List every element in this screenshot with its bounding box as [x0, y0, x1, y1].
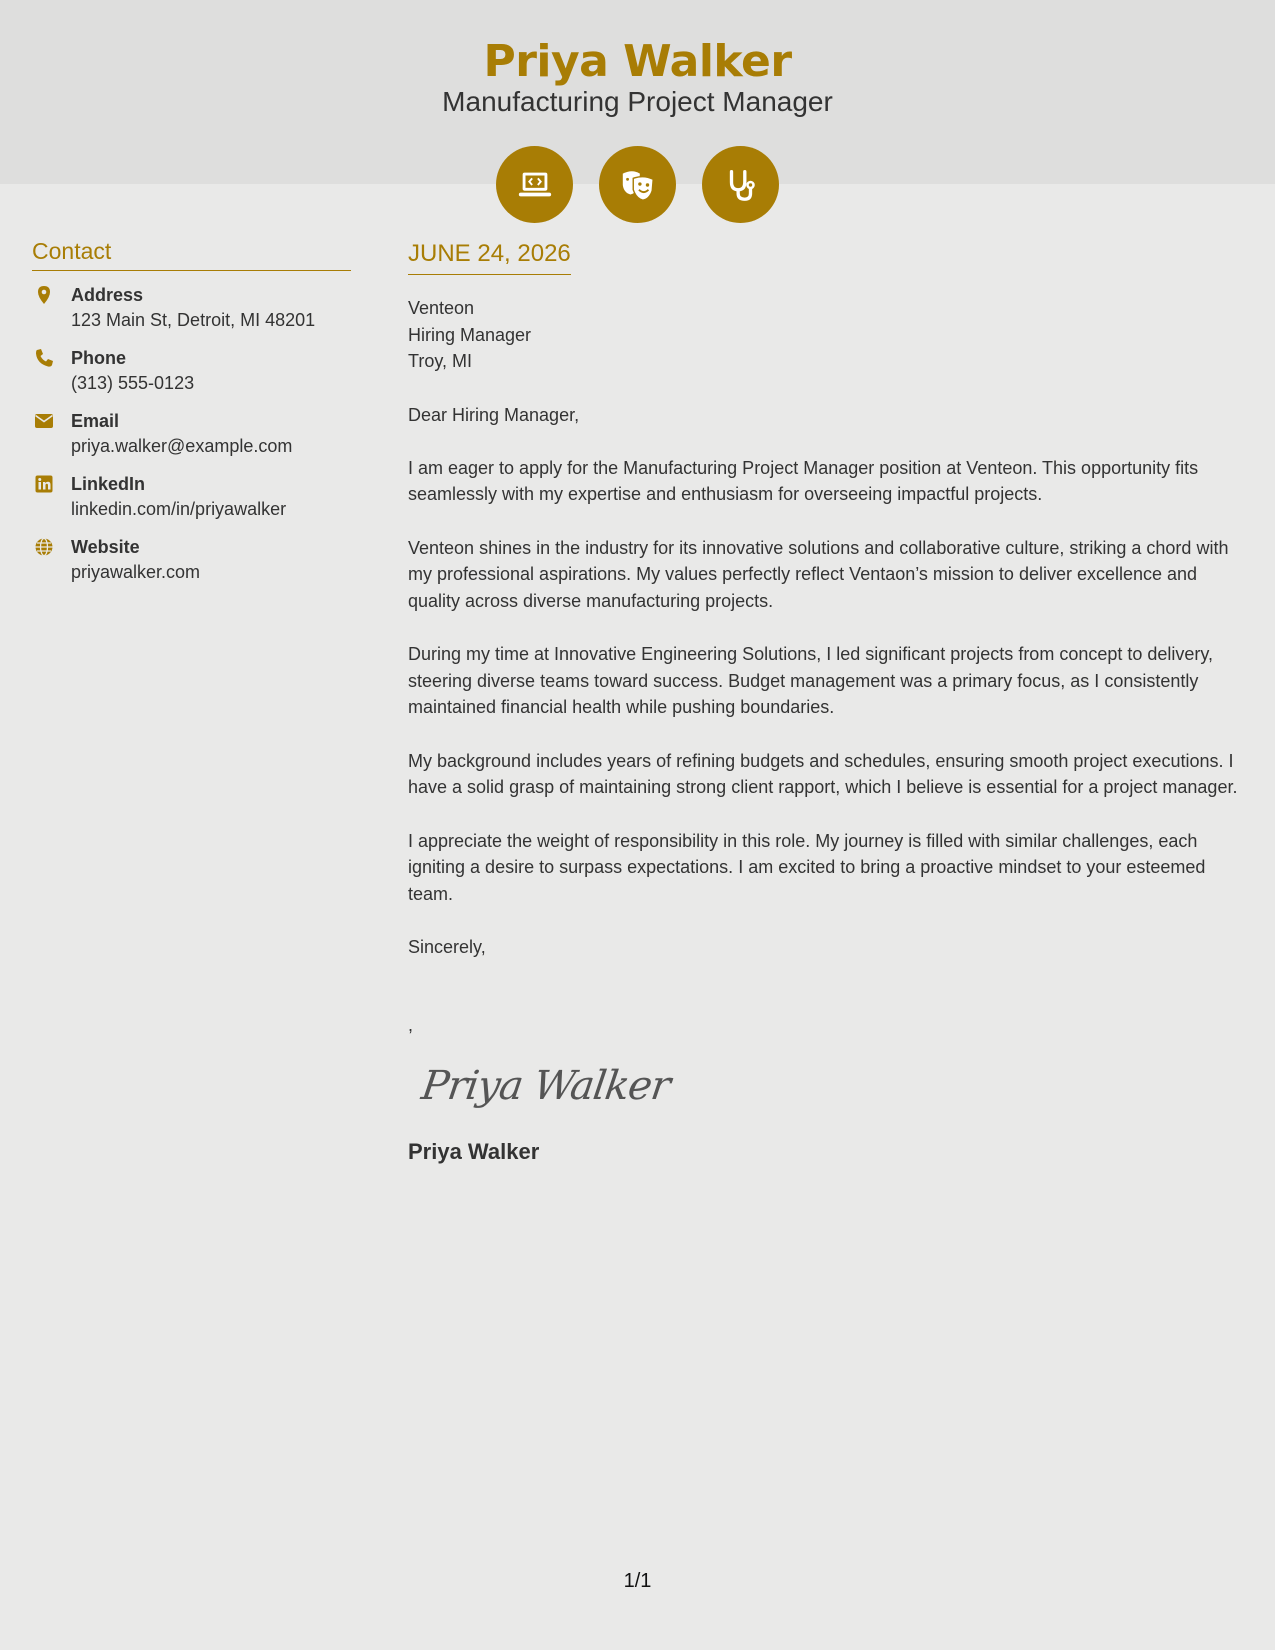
linkedin-icon	[34, 474, 54, 494]
interest-icons	[496, 146, 779, 223]
envelope-icon	[34, 411, 54, 431]
email-label: Email	[71, 411, 120, 431]
signed-name: Priya Walker	[408, 1139, 540, 1164]
laptop-code-icon	[496, 146, 573, 223]
letter-paragraph: Venteon shines in the industry for its innovative solutions and collaborative culture, striking a chord with my professional aspirations. My values perfectly reflect Ventaon’s mission to deliver excellence and quality across diverse manufacturing projects.	[408, 537, 1229, 611]
letter-paragraph: I am eager to apply for the Manufacturing Project Manager position at Venteon. This opportunity fits seamlessly with my expertise and enthusiasm for overseeing impactful projects.	[408, 457, 1199, 504]
recipient-location: Troy, MI	[408, 351, 472, 371]
letter-paragraph: During my time at Innovative Engineering Solutions, I led significant projects from concept to delivery, steering diverse teams toward success. Budget management was a primary focus, as I consistently maintained financial health while pushing boundaries.	[408, 644, 1214, 717]
map-pin-icon	[34, 285, 54, 305]
address-value: 123 Main St, Detroit, MI 48201	[71, 310, 316, 330]
phone-label: Phone	[71, 348, 127, 368]
website-label: Website	[71, 537, 140, 557]
contact-website	[32, 535, 351, 585]
recipient-company: Venteon	[408, 298, 475, 318]
closing: Sincerely,	[408, 937, 486, 957]
address-label: Address	[71, 285, 144, 305]
greeting: Dear Hiring Manager,	[408, 404, 580, 425]
contact-address	[32, 283, 351, 333]
letter-date: JUNE 24, 2026	[408, 240, 571, 275]
handwritten-signature: Priya Walker	[418, 1063, 673, 1109]
candidate-name: Priya Walker	[483, 36, 792, 87]
linkedin-value: linkedin.com/in/priyawalker	[71, 499, 287, 519]
contact-email	[32, 409, 351, 459]
recipient-contact: Hiring Manager	[408, 324, 532, 345]
phone-value: (313) 555-0123	[71, 373, 195, 393]
letter-body	[408, 240, 1248, 1165]
phone-icon	[34, 348, 54, 368]
linkedin-label: LinkedIn	[71, 474, 146, 494]
comma-line: ,	[408, 1015, 414, 1035]
candidate-title: Manufacturing Project Manager	[442, 86, 833, 117]
contact-heading: Contact	[32, 238, 351, 271]
letter-paragraph: I appreciate the weight of responsibility in this role. My journey is filled with similar challenges, each igniting a desire to surpass expectations. I am excited to bring a proactive mindset to your esteemed team.	[408, 830, 1206, 904]
globe-icon	[34, 537, 54, 557]
contact-sidebar	[32, 238, 351, 598]
recipient-block	[408, 295, 1248, 375]
page-number: 1/1	[623, 1570, 652, 1592]
website-value: priyawalker.com	[71, 562, 201, 582]
stethoscope-icon	[702, 146, 779, 223]
contact-linkedin	[32, 472, 351, 522]
theater-masks-icon	[599, 146, 676, 223]
contact-phone	[32, 346, 351, 396]
email-value: priya.walker@example.com	[71, 436, 293, 456]
letter-paragraph: My background includes years of refining budgets and schedules, ensuring smooth project executions. I have a solid grasp of maintaining strong client rapport, which I believe is essential for a project manager.	[408, 750, 1238, 797]
